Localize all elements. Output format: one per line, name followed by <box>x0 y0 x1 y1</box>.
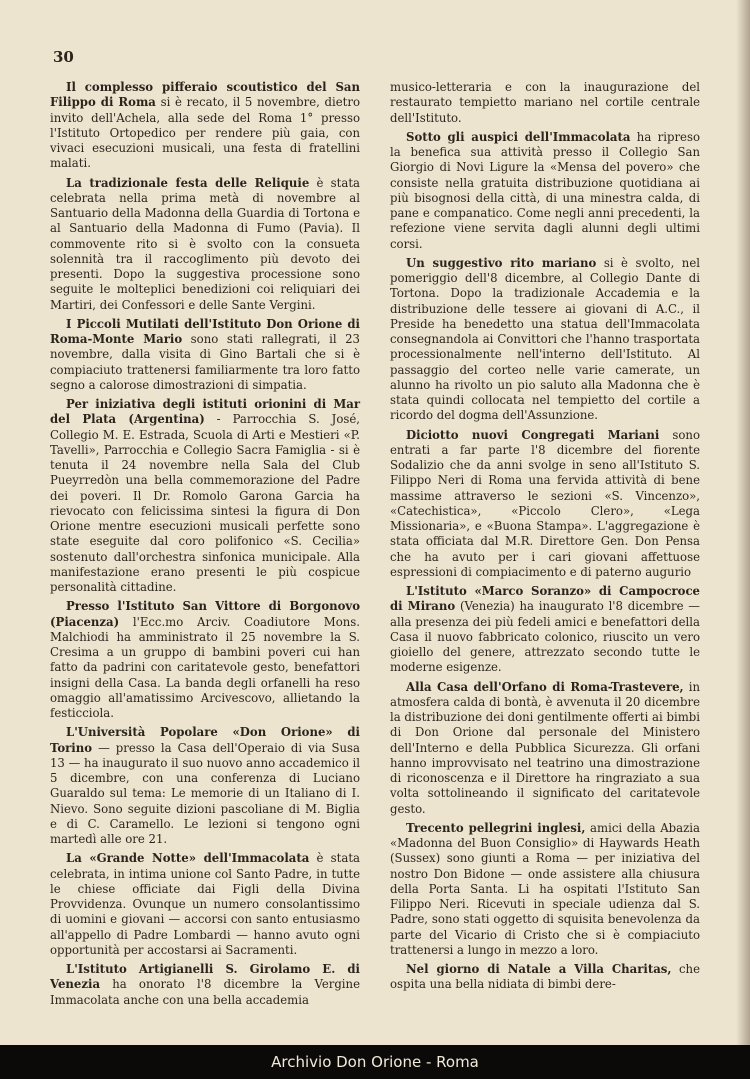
news-paragraph <box>390 821 700 958</box>
paragraph-lead: Il complesso pifferaio scoutistico del San Filippo di Roma <box>50 80 360 110</box>
paragraph-lead: Per iniziativa degli istituti orionini di Mar del Plata (Argentina) <box>50 397 360 427</box>
right-column <box>390 80 700 997</box>
news-paragraph <box>50 599 360 721</box>
paragraph-body: - Parrocchia S. José, Collegio M. E. Estrada, Scuola di Arti e Mestieri «P. Tavelli», Parrocchia e Collegio Sacra Famiglia - si è tenuta il 24 novembre nella Sala del Club Pueyrredòn una bella commemorazione del Padre dei poveri. Il Dr. Romolo Garona Garcia ha rievocato con felicissima sintesi la figura di Don Orione mentre esecuzioni musicali perfette sono state eseguite dal coro polifonico «S. Cecilia» sostenuto dall'orchestra sinfonica municipale. Alla manifestazione erano presenti le più cospicue personalità cittadine. <box>50 412 360 594</box>
paragraph-lead: Presso l'Istituto San Vittore di Borgonovo (Piacenza) <box>50 599 360 629</box>
news-paragraph <box>390 130 700 252</box>
paragraph-lead: Un suggestivo rito mariano <box>406 255 597 270</box>
paragraph-lead: Trecento pellegrini inglesi, <box>406 820 586 835</box>
news-paragraph <box>50 397 360 595</box>
page-edge-shadow <box>736 0 750 1045</box>
paragraph-lead: L'Università Popolare «Don Orione» di Torino <box>50 725 360 755</box>
news-paragraph <box>390 584 700 676</box>
paragraph-lead: L'Istituto Artigianelli S. Girolamo E. di Venezia <box>50 962 360 992</box>
paragraph-lead: Alla Casa dell'Orfano di Roma-Trastevere, <box>406 679 684 694</box>
page-number: 30 <box>53 48 74 66</box>
paragraph-lead: Sotto gli auspici dell'Immacolata <box>406 129 631 144</box>
paragraph-body: — presso la Casa dell'Operaio di via Susa 13 — ha inaugurato il suo nuovo anno accademico il 5 dicembre, con una conferenza di Luciano Guaraldo sul tema: Le memorie di un Italiano di I. Nievo. Sono seguite dizioni pascoliane di M. Biglia e di C. Caramello. Le lezioni si tengono ogni martedì alle ore 21. <box>50 740 360 846</box>
paragraph-body: musico-letteraria e con la inaugurazione del restaurato tempietto mariano nel cortile centrale dell'Istituto. <box>390 80 700 125</box>
news-paragraph-continued <box>390 80 700 126</box>
paragraph-body: (Venezia) ha inaugurato l'8 dicembre — alla presenza dei più fedeli amici e benefattori della Casa il nuovo fabbricato colonico, riuscito un vero gioiello del genere, attrezzato secondo tutte le moderne esigenze. <box>390 599 700 675</box>
paragraph-body: amici della Abazia «Madonna del Buon Consiglio» di Haywards Heath (Sussex) sono giunti a Roma — per iniziativa del nostro Don Bidone — onde assistere alla chiusura della Porta Santa. Li ha ospitati l'Istituto San Filippo Neri. Ricevuti in speciale udienza dal S. Padre, sono stati oggetto di squisita benevolenza da parte del Vicario di Cristo che si è compiaciuto trattenersi a lungo in mezzo a loro. <box>390 820 700 957</box>
paragraph-body: che ospita una bella nidiata di bimbi dere- <box>390 962 700 992</box>
paragraph-body: sono entrati a far parte l'8 dicembre del fiorente Sodalizio che da anni svolge in seno all'Istituto S. Filippo Neri di Roma una fervida attività di bene massime attraverso le sezioni «S. Vincenzo», «Catechistica», «Piccolo Clero», «Lega Missionaria», e «Buona Stampa». L'aggregazione è stata officiata dal M.R. Direttore Gen. Don Pensa che ha avuto per i cari giovani affettuose espressioni di compiacimento e di paterno augurio <box>390 427 700 579</box>
paragraph-body: ha onorato l'8 dicembre la Vergine Immacolata anche con una bella accademia <box>50 977 360 1007</box>
paragraph-body: in atmosfera calda di bontà, è avvenuta il 20 dicembre la distribuzione dei doni gentilmente offerti ai bimbi di Don Orione dal personale del Ministero dell'Interno e della Pubblica Sicurezza. Gli orfani hanno improvvisato nel teatrino una dimostrazione di riconoscenza e il Direttore ha ringraziato a sua volta sottolineando il significato del caritatevole gesto. <box>390 679 700 816</box>
news-paragraph <box>390 256 700 424</box>
paragraph-body: è stata celebrata nella prima metà di novembre al Santuario della Madonna della Guardia di Tortona e al Santuario della Madonna di Fumo (Pavia). Il commovente rito si è svolto con la consueta solennità tra il raccoglimento più devoto dei presenti. Dopo la suggestiva processione sono seguite le molteplici benedizioni coi reliquiari dei Martiri, dei Confessori e delle Sante Vergini. <box>50 175 360 312</box>
paragraph-lead: Diciotto nuovi Congregati Mariani <box>406 427 660 442</box>
news-paragraph <box>390 962 700 993</box>
news-paragraph <box>50 80 360 172</box>
paragraph-lead: I Piccoli Mutilati dell'Istituto Don Orione di Roma-Monte Mario <box>50 316 360 346</box>
paragraph-lead: L'Istituto «Marco Soranzo» di Campocroce di Mirano <box>390 584 700 614</box>
news-paragraph <box>50 317 360 393</box>
paragraph-body: si è recato, il 5 novembre, dietro invito dell'Achela, alla sede del Roma 1° presso l'Istituto Ortopedico per rendere più gaia, con vivaci esecuzioni musicali, una festa di fratellini malati. <box>50 95 360 171</box>
news-paragraph <box>50 962 360 1008</box>
news-paragraph <box>390 680 700 817</box>
paragraph-body: è stata celebrata, in intima unione col Santo Padre, in tutte le chiese officiate dai Figli della Divina Provvidenza. Ovunque un numero consolantissimo di uomini e giovani — accorsi con santo entusiasmo all'appello di Padre Lombardi — hanno avuto ogni opportunità per accostarsi ai Sacramenti. <box>50 851 360 957</box>
paragraph-body: l'Ecc.mo Arciv. Coadiutore Mons. Malchiodi ha amministrato il 25 novembre la S. Cresima a un gruppo di bambini poveri cui han fatto da padrini con caritatevole gesto, benefattori insigni della Casa. La banda degli orfanelli ha reso omaggio all'amatissimo Arcivescovo, allietando la festicciola. <box>50 614 360 720</box>
news-paragraph <box>50 725 360 847</box>
archive-footer-bar <box>0 1045 750 1079</box>
news-paragraph <box>50 851 360 958</box>
left-column <box>50 80 360 1012</box>
paragraph-body: sono stati rallegrati, il 23 novembre, dalla visita di Gino Bartali che si è compiaciuto trattenersi familiarmente tra loro fatto segno a calorose dimostrazioni di simpatia. <box>50 332 360 392</box>
paragraph-lead: La tradizionale festa delle Reliquie <box>66 175 310 190</box>
news-paragraph <box>390 428 700 581</box>
news-paragraph <box>50 176 360 313</box>
archive-footer-label: Archivio Don Orione - Roma <box>271 1053 479 1071</box>
paragraph-body: si è svolto, nel pomeriggio dell'8 dicembre, al Collegio Dante di Tortona. Dopo la tradizionale Accademia e la distribuzione delle tessere ai giovani di A.C., il Preside ha benedetto una statua dell'Immacolata consegnandola ai Convittori che l'hanno trasportata processionalmente nell'interno dell'Istituto. Al passaggio del corteo nelle varie camerate, un alunno ha rivolto un pio saluto alla Madonna che è stata quindi collocata nel tempietto del cortile a ricordo del dogma dell'Assunzione. <box>390 255 700 423</box>
paragraph-lead: La «Grande Notte» dell'Immacolata <box>66 851 310 866</box>
paragraph-lead: Nel giorno di Natale a Villa Charitas, <box>406 962 672 976</box>
paragraph-body: ha ripreso la benefica sua attività presso il Collegio San Giorgio di Novi Ligure la «Mensa del povero» che consiste nella gratuita distribuzione quotidiana ai più bisognosi della città, di una minestra calda, di pane e companatico. Come negli anni precedenti, la refezione viene servita dagli alunni degli ultimi corsi. <box>390 129 700 251</box>
